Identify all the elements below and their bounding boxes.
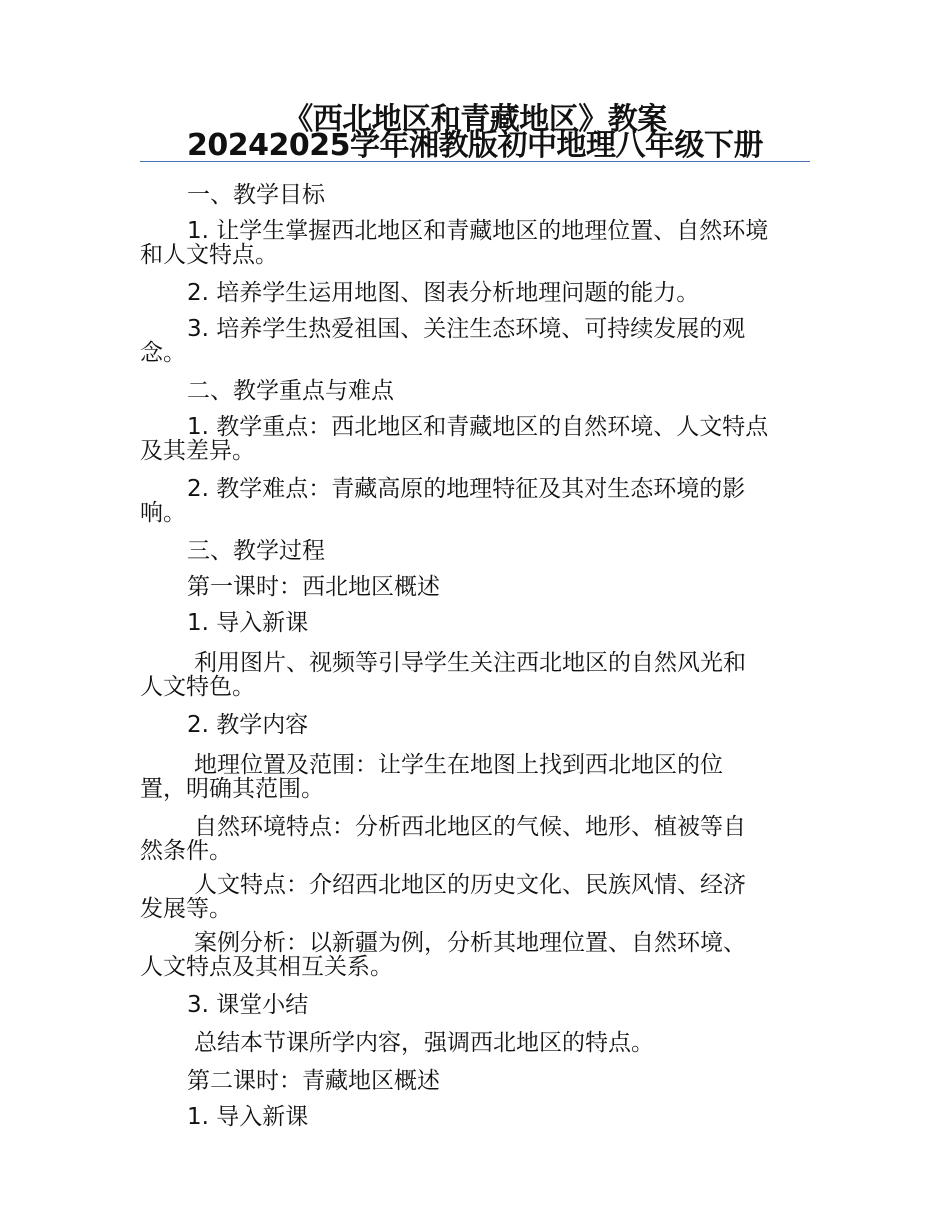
subheading-lesson-1-intro <box>140 610 810 640</box>
paragraph-text: 第二课时：青藏地区概述 <box>187 1068 440 1094</box>
subheading-lesson-1-content <box>140 712 810 742</box>
section-heading-focus <box>140 378 810 408</box>
paragraph-focus-2 <box>140 476 810 528</box>
paragraph-text: 三、教学过程 <box>187 538 325 564</box>
paragraph-lesson-1-summary <box>140 1030 810 1060</box>
paragraph-goal-3 <box>140 316 810 368</box>
paragraph-text: 总结本节课所学内容，强调西北地区的特点。 <box>194 1030 654 1056</box>
paragraph-lesson-1-culture <box>140 872 810 924</box>
document-body <box>140 178 810 1134</box>
paragraph-lesson-1-intro <box>140 650 810 702</box>
paragraph-line-1: 1. 让学生掌握西北地区和青藏地区的地理位置、自然环境 <box>187 218 769 244</box>
paragraph-line-2: 发展等。 <box>140 896 232 922</box>
paragraph-line-1: 案例分析：以新疆为例，分析其地理位置、自然环境、 <box>194 930 746 956</box>
subheading-lesson-1 <box>140 574 810 604</box>
paragraph-lesson-1-case <box>140 930 810 982</box>
paragraph-line-1: 3. 培养学生热爱祖国、关注生态环境、可持续发展的观 <box>187 316 746 342</box>
paragraph-lesson-1-nature <box>140 814 810 866</box>
document-title <box>140 104 810 166</box>
paragraph-line-2: 念。 <box>140 340 186 366</box>
paragraph-text: 2. 培养学生运用地图、图表分析地理问题的能力。 <box>187 280 700 306</box>
paragraph-line-2: 人文特点及其相互关系。 <box>140 954 393 980</box>
paragraph-line-2: 人文特色。 <box>140 674 255 700</box>
section-heading-goals <box>140 182 810 212</box>
section-heading-process <box>140 538 810 568</box>
paragraph-text: 第一课时：西北地区概述 <box>187 574 440 600</box>
paragraph-line-2: 及其差异。 <box>140 438 255 464</box>
paragraph-goal-1 <box>140 218 810 270</box>
paragraph-line-1: 利用图片、视频等引导学生关注西北地区的自然风光和 <box>194 650 746 676</box>
paragraph-line-1: 自然环境特点：分析西北地区的气候、地形、植被等自 <box>194 814 746 840</box>
subheading-lesson-1-summary <box>140 992 810 1022</box>
paragraph-text: 二、教学重点与难点 <box>187 378 394 404</box>
title-line-1: 《西北地区和青藏地区》教案 <box>283 102 667 137</box>
paragraph-line-1: 2. 教学难点：青藏高原的地理特征及其对生态环境的影 <box>187 476 746 502</box>
subheading-lesson-2-intro <box>140 1104 810 1134</box>
paragraph-focus-1 <box>140 414 810 466</box>
paragraph-line-1: 1. 教学重点：西北地区和青藏地区的自然环境、人文特点 <box>187 414 769 440</box>
paragraph-line-1: 人文特点：介绍西北地区的历史文化、民族风情、经济 <box>194 872 746 898</box>
paragraph-text: 1. 导入新课 <box>187 1104 309 1130</box>
paragraph-line-2: 置，明确其范围。 <box>140 776 324 802</box>
paragraph-line-2: 然条件。 <box>140 838 232 864</box>
paragraph-text: 3. 课堂小结 <box>187 992 309 1018</box>
paragraph-goal-2 <box>140 280 810 310</box>
paragraph-lesson-1-location <box>140 752 810 804</box>
paragraph-text: 1. 导入新课 <box>187 610 309 636</box>
paragraph-text: 一、教学目标 <box>187 182 325 208</box>
subheading-lesson-2 <box>140 1068 810 1098</box>
paragraph-line-2: 响。 <box>140 500 186 526</box>
paragraph-line-1: 地理位置及范围：让学生在地图上找到西北地区的位 <box>194 752 723 778</box>
paragraph-text: 2. 教学内容 <box>187 712 309 738</box>
title-underline <box>140 161 810 162</box>
title-line-2: 20242025学年湘教版初中地理八年级下册 <box>187 128 763 163</box>
paragraph-line-2: 和人文特点。 <box>140 242 278 268</box>
